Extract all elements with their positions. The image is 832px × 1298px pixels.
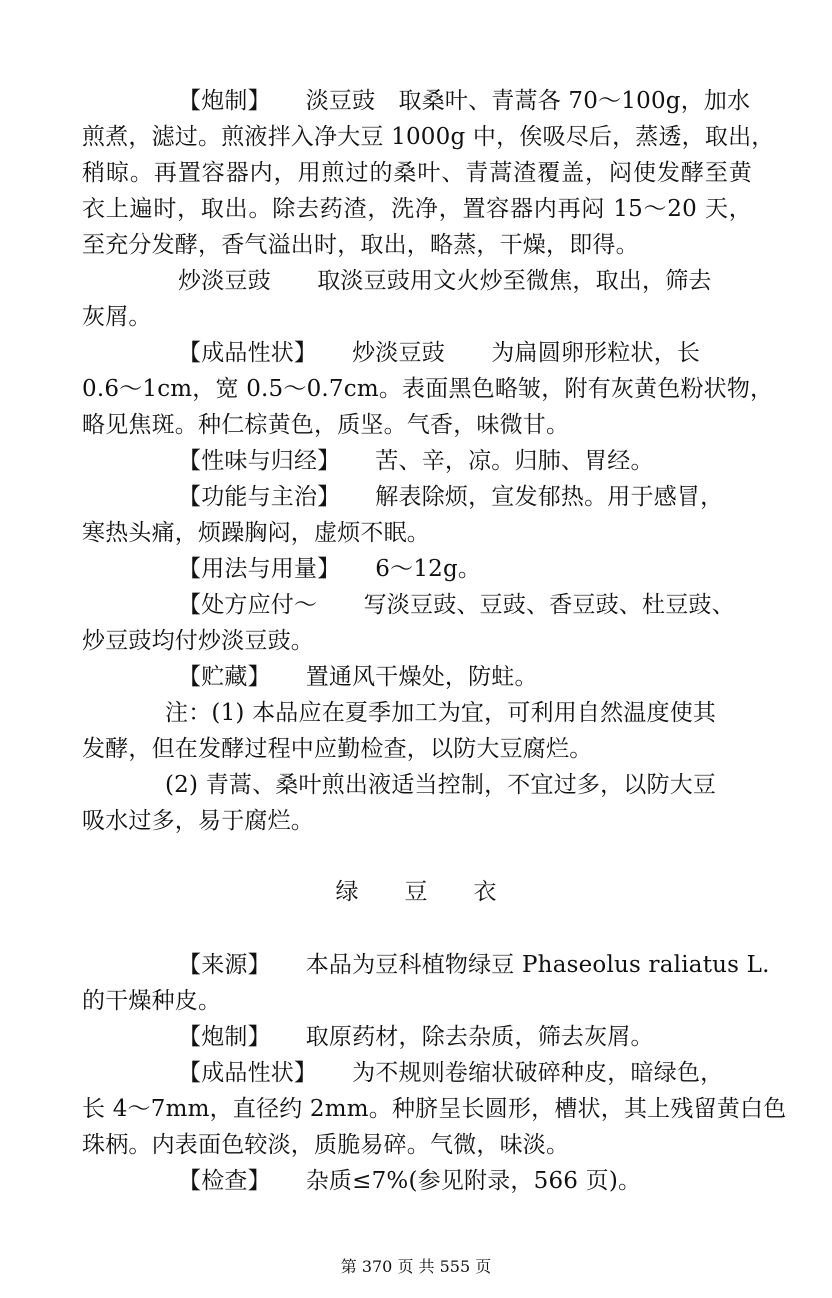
paozhi-line-2: 煎煮，滤过。煎液拌入净大豆 1000g 中，俟吸尽后，蒸透，取出， xyxy=(82,124,775,150)
xingzhuang2-line-2: 长 4～7mm，直径约 2mm。种脐呈长圆形，槽状，其上残留黄白色 xyxy=(82,1096,787,1122)
xingwei-line-1: 【性味与归经】 苦、辛，凉。归肺、胃经。 xyxy=(178,448,654,474)
xingzhuang-line-1: 【成品性状】 炒淡豆豉 为扁圆卵形粒状，长 xyxy=(178,340,701,366)
gongneng-line-2: 寒热头痛，烦躁胸闷，虚烦不眠。 xyxy=(82,520,430,546)
xingzhuang2-line-3: 珠柄。内表面色较淡，质脆易碎。气微，味淡。 xyxy=(82,1132,570,1158)
page-footer: 第 370 页 共 555 页 xyxy=(340,1257,492,1276)
paozhi-line-1: 【炮制】 淡豆豉 取桑叶、青蒿各 70～100g，加水 xyxy=(178,88,751,114)
gongneng-line-1: 【功能与主治】 解表除烦，宣发郁热。用于感冒， xyxy=(178,484,724,510)
chao-line-1: 炒淡豆豉 取淡豆豉用文火炒至微焦，取出，筛去 xyxy=(178,268,712,294)
note1-line-2: 发酵，但在发酵过程中应勤检查，以防大豆腐烂。 xyxy=(82,736,593,762)
note2-line-1: (2) 青蒿、桑叶煎出液适当控制，不宜过多，以防大豆 xyxy=(165,772,717,798)
paozhi-line-3: 稍晾。再置容器内，用煎过的桑叶、青蒿渣覆盖，闷使发酵至黄 xyxy=(82,160,752,186)
chufang-line-1: 【处方应付～ 写淡豆豉、豆豉、香豆豉、杜豆豉、 xyxy=(178,592,735,618)
laiyuan-line-2: 的干燥种皮。 xyxy=(82,988,222,1014)
jiancha-line-1: 【检查】 杂质≤7%(参见附录，566 页)。 xyxy=(178,1168,642,1194)
paozhi-line-5: 至充分发酵，香气溢出时，取出，略蒸，干燥，即得。 xyxy=(82,232,639,258)
chao-line-2: 灰屑。 xyxy=(82,304,152,330)
section-title: 绿 豆 衣 xyxy=(335,879,497,905)
zhucang-line-1: 【贮藏】 置通风干燥处，防蛀。 xyxy=(178,664,538,690)
note1-line-1: 注：(1) 本品应在夏季加工为宜，可利用自然温度使其 xyxy=(165,700,717,726)
paozhi2-line-1: 【炮制】 取原药材，除去杂质，筛去灰屑。 xyxy=(178,1024,654,1050)
xingzhuang2-line-1: 【成品性状】 为不规则卷缩状破碎种皮，暗绿色， xyxy=(178,1060,724,1086)
xingzhuang-line-2: 0.6～1cm，宽 0.5～0.7cm。表面黑色略皱，附有灰黄色粉状物， xyxy=(82,376,774,402)
paozhi-line-4: 衣上遍时，取出。除去药渣，洗净，置容器内再闷 15～20 天， xyxy=(82,196,752,222)
note2-line-2: 吸水过多，易于腐烂。 xyxy=(82,808,314,834)
chufang-line-2: 炒豆豉均付炒淡豆豉。 xyxy=(82,628,314,654)
laiyuan-line-1: 【来源】 本品为豆科植物绿豆 Phaseolus raliatus L. xyxy=(178,952,770,978)
yongfa-line-1: 【用法与用量】 6～12g。 xyxy=(178,556,482,582)
xingzhuang-line-3: 略见焦斑。种仁棕黄色，质坚。气香，味微甘。 xyxy=(82,412,570,438)
